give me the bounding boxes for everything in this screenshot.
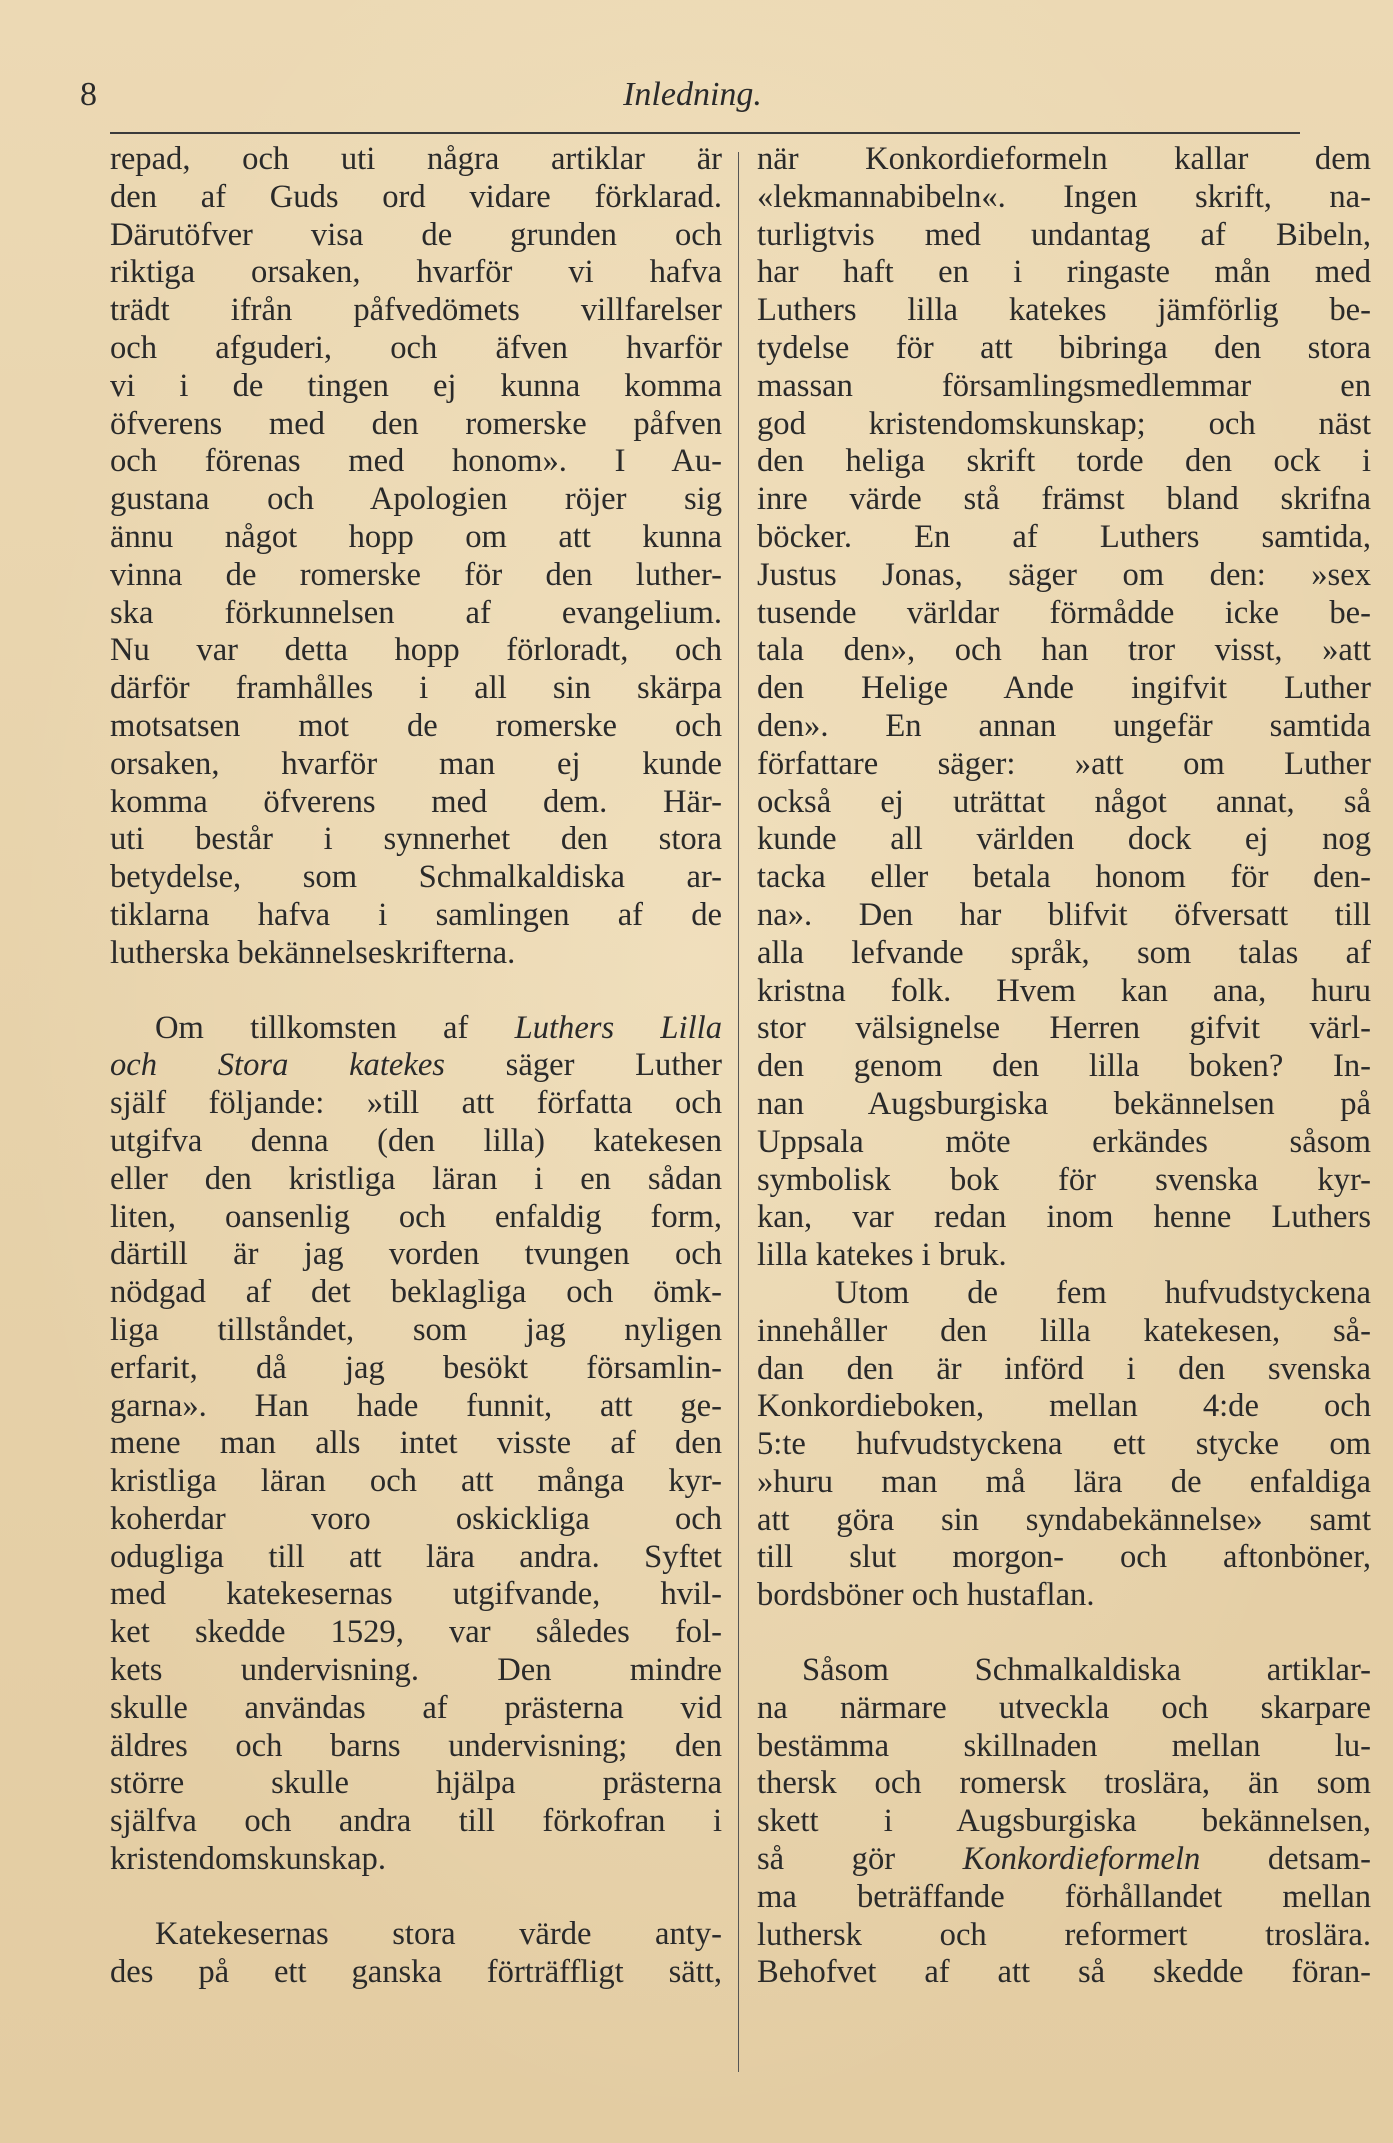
left-paragraph-2-body <box>110 1085 722 1879</box>
text-line: och afguderi, och äfven hvarför <box>110 329 722 366</box>
right-paragraph-1 <box>757 141 1371 1275</box>
text-line: Uppsala möte erkändes såsom <box>757 1123 1371 1160</box>
text-line: kan, var redan inom henne Luthers <box>757 1199 1371 1236</box>
text-line: Behofvet af att så skedde föran- <box>757 1954 1371 1991</box>
text-line: till slut morgon- och aftonböner, <box>757 1539 1371 1576</box>
left-paragraph-1 <box>110 141 722 973</box>
text-line: Nu var detta hopp förloradt, och <box>110 632 722 669</box>
text-line: ännu något hopp om att kunna <box>110 518 722 555</box>
text-line: vi i de tingen ej kunna komma <box>110 367 722 404</box>
text-line: Därutöfver visa de grunden och <box>110 216 722 253</box>
text-line: riktiga orsaken, hvarför vi hafva <box>110 254 722 291</box>
text-line: des på ett ganska förträffligt sätt, <box>110 1953 722 1990</box>
text-line: inre värde stå främst bland skrifna <box>757 481 1371 518</box>
text-line: ma beträffande förhållandet mellan <box>757 1878 1371 1915</box>
text-line: «lekmannabibeln«. Ingen skrift, na- <box>757 178 1371 215</box>
text-line: lilla katekes i bruk. <box>757 1237 1007 1274</box>
italic-title: Konkordieformeln <box>962 1841 1201 1878</box>
text-line: därtill är jag vorden tvungen och <box>110 1236 722 1273</box>
text-line: massan församlingsmedlemmar en <box>757 367 1371 404</box>
text-line: den Helige Ande ingifvit Luther <box>757 670 1371 707</box>
right-column <box>757 141 1371 1992</box>
text-line: god kristendomskunskap; och näst <box>757 405 1371 442</box>
text-line: stor välsignelse Herren gifvit värl- <box>757 1010 1371 1047</box>
text-line: mene man alls intet visste af den <box>110 1425 722 1462</box>
text-line: uti består i synnerhet den stora <box>110 821 722 858</box>
text-line: skulle användas af prästerna vid <box>110 1689 722 1726</box>
text-line: utgifva denna (den lilla) katekesen <box>110 1122 722 1159</box>
text-line: turligtvis med undantag af Bibeln, <box>757 216 1371 253</box>
text-line: tala den», och han tror visst, »att <box>757 632 1371 669</box>
text-line: skett i Augsburgiska bekännelsen, <box>757 1803 1371 1840</box>
text-line <box>110 1010 722 1048</box>
left-paragraph-3 <box>110 1916 722 1992</box>
text-line: tydelse för att bibringa den stora <box>757 329 1371 366</box>
text-line: bordsböner och hustaflan. <box>757 1577 1095 1614</box>
text-line: också ej uträttat något annat, så <box>757 783 1371 820</box>
text-line: Luthers lilla katekes jämförlig be- <box>757 292 1371 329</box>
text-line: större skulle hjälpa prästerna <box>110 1765 722 1802</box>
text-line: kristendomskunskap. <box>110 1841 386 1878</box>
text-fragment: Om tillkomsten af <box>155 1009 515 1046</box>
italic-title: Luthers Lilla <box>514 1009 722 1046</box>
text-line: ket skedde 1529, var således fol- <box>110 1614 722 1651</box>
text-line: den af Guds ord vidare förklarad. <box>110 178 722 215</box>
right-paragraph-2 <box>757 1275 1371 1615</box>
page-header <box>80 66 1305 126</box>
text-line: tusende världar förmådde icke be- <box>757 594 1371 631</box>
text-line: böcker. En af Luthers samtida, <box>757 518 1371 555</box>
text-line: själfva och andra till förkofran i <box>110 1803 722 1840</box>
right-paragraph-3 <box>757 1652 1371 1992</box>
text-line: erfarit, då jag besökt församlin- <box>110 1349 722 1386</box>
text-line: tiklarna hafva i samlingen af de <box>110 896 722 933</box>
text-line: trädt ifrån påfvedömets villfarelser <box>110 292 722 329</box>
text-line: komma öfverens med dem. Här- <box>110 783 722 820</box>
text-line: betydelse, som Schmalkaldiska ar- <box>110 859 722 896</box>
text-line: bestämma skillnaden mellan lu- <box>757 1727 1371 1764</box>
text-line: med katekesernas utgifvande, hvil- <box>110 1576 722 1613</box>
text-line: nan Augsburgiska bekännelsen på <box>757 1085 1371 1122</box>
text-line: därför framhålles i all sin skärpa <box>110 670 722 707</box>
text-line: öfverens med den romerske påfven <box>110 405 722 442</box>
text-fragment: detsam- <box>1200 1841 1371 1878</box>
column-divider <box>738 152 739 2072</box>
text-line: eller den kristliga läran i en sådan <box>110 1160 722 1197</box>
text-line: dan den är införd i den svenska <box>757 1350 1371 1387</box>
text-line: när Konkordieformeln kallar dem <box>757 141 1371 177</box>
italic-title: och Stora katekes <box>110 1047 445 1084</box>
text-line: den genom den lilla boken? In- <box>757 1048 1371 1085</box>
text-line: att göra sin syndabekännelse» samt <box>757 1501 1371 1538</box>
text-line: tacka eller betala honom för den- <box>757 859 1371 896</box>
text-line: ska förkunnelsen af evangelium. <box>110 594 722 631</box>
text-line: den heliga skrift torde den ock i <box>757 443 1371 480</box>
left-paragraph-2 <box>110 1010 722 1879</box>
page-number: 8 <box>80 76 97 113</box>
text-line: äldres och barns undervisning; den <box>110 1727 722 1764</box>
text-line <box>110 1047 722 1085</box>
text-line: 5:te hufvudstyckena ett stycke om <box>757 1426 1371 1463</box>
text-line: orsaken, hvarför man ej kunde <box>110 745 722 782</box>
text-line: den». En annan ungefär samtida <box>757 707 1371 744</box>
text-line: författare säger: »att om Luther <box>757 745 1371 782</box>
text-line: Katekesernas stora värde anty- <box>155 1915 722 1952</box>
text-line: innehåller den lilla katekesen, så- <box>757 1312 1371 1349</box>
text-line: Justus Jonas, säger om den: »sex <box>757 556 1371 593</box>
text-line: liten, oansenlig och enfaldig form, <box>110 1198 722 1235</box>
text-line: kets undervisning. Den mindre <box>110 1652 722 1689</box>
text-fragment: säger Luther <box>444 1047 722 1084</box>
text-line: garna». Han hade funnit, att ge- <box>110 1387 722 1424</box>
text-line: repad, och uti några artiklar är <box>110 141 722 177</box>
text-line: motsatsen mot de romerske och <box>110 707 722 744</box>
text-line: na närmare utveckla och skarpare <box>757 1689 1371 1726</box>
text-line: koherdar voro oskickliga och <box>110 1500 722 1537</box>
header-rule <box>110 132 1300 134</box>
text-line: odugliga till att lära andra. Syftet <box>110 1538 722 1575</box>
text-fragment: så gör <box>757 1841 963 1878</box>
text-line: Utom de fem hufvudstyckena <box>835 1274 1371 1311</box>
text-line: Konkordieboken, mellan 4:de och <box>757 1388 1371 1425</box>
text-line: vinna de romerske för den luther- <box>110 556 722 593</box>
text-line: alla lefvande språk, som talas af <box>757 934 1371 971</box>
text-line: na». Den har blifvit öfversatt till <box>757 896 1371 933</box>
text-line: kristna folk. Hvem kan ana, huru <box>757 972 1371 1009</box>
text-line: thersk och romersk troslära, än som <box>757 1765 1371 1802</box>
text-line: själf följande: »till att författa och <box>110 1085 722 1122</box>
text-line: kunde all världen dock ej nog <box>757 821 1371 858</box>
text-line: symbolisk bok för svenska kyr- <box>757 1161 1371 1198</box>
text-line: »huru man må lära de enfaldiga <box>757 1463 1371 1500</box>
text-line: Såsom Schmalkaldiska artiklar- <box>802 1652 1371 1689</box>
text-line: har haft en i ringaste mån med <box>757 254 1371 291</box>
left-column <box>110 141 722 1991</box>
running-title: Inledning. <box>623 76 762 113</box>
text-line: nödgad af det beklagliga och ömk- <box>110 1274 722 1311</box>
text-line: kristliga läran och att många kyr- <box>110 1463 722 1500</box>
text-line: gustana och Apologien röjer sig <box>110 481 722 518</box>
text-line <box>757 1841 1371 1879</box>
text-line: liga tillståndet, som jag nyligen <box>110 1311 722 1348</box>
text-line: luthersk och reformert troslära. <box>757 1916 1371 1953</box>
text-line: lutherska bekännelseskrifterna. <box>110 934 516 971</box>
text-line: och förenas med honom». I Au- <box>110 443 722 480</box>
